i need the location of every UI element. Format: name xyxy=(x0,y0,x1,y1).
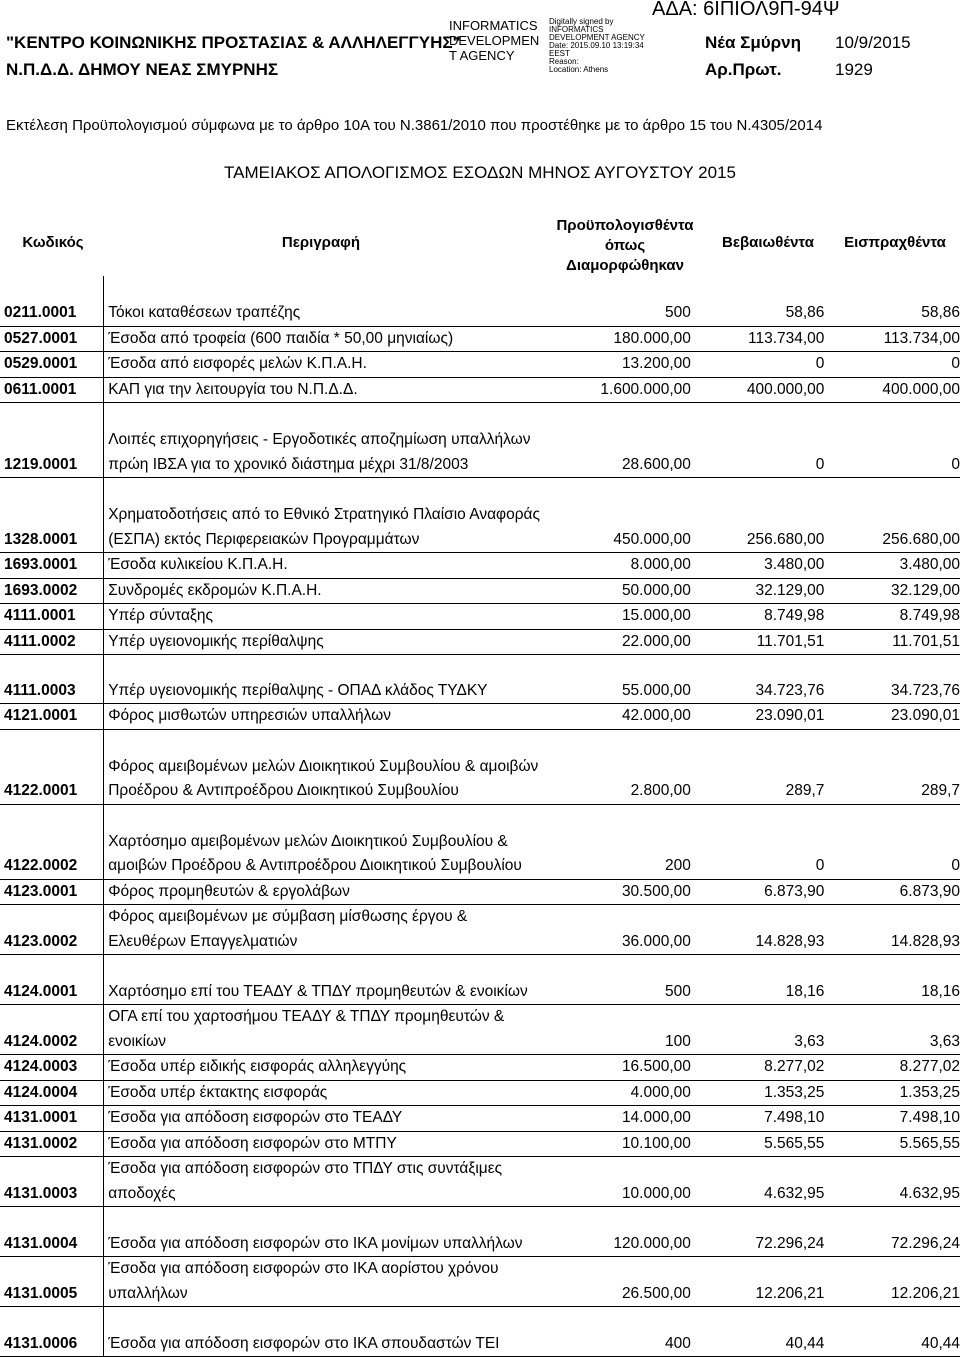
row-certified: 3,63 xyxy=(691,1005,825,1055)
signature-signer: INFORMATICS DEVELOPMEN T AGENCY xyxy=(449,18,540,63)
row-code: 4131.0004 xyxy=(0,1207,104,1257)
table-row xyxy=(0,1005,960,1055)
row-code: 0611.0001 xyxy=(0,377,104,403)
table-row xyxy=(0,655,960,704)
row-collected: 3,63 xyxy=(824,1005,960,1055)
row-description: Χαρτόσημο επί του ΤΕΑΔΥ & ΤΠΔΥ προμηθευτών & ενοικίων xyxy=(104,955,544,1005)
row-budget: 30.500,00 xyxy=(543,879,691,905)
protocol-label: Αρ.Πρωτ. xyxy=(705,60,782,79)
row-description: Έσοδα υπέρ ειδικής εισφοράς αλληλεγγύης xyxy=(104,1055,544,1081)
row-collected: 8.749,98 xyxy=(824,604,960,630)
row-certified: 0 xyxy=(691,403,825,478)
row-code: 1693.0002 xyxy=(0,578,104,604)
row-code: 4131.0006 xyxy=(0,1307,104,1357)
row-description: Έσοδα από εισφορές μελών Κ.Π.Α.Η. xyxy=(104,352,544,378)
row-certified: 4.632,95 xyxy=(691,1157,825,1207)
row-certified: 40,44 xyxy=(691,1307,825,1357)
table-row xyxy=(0,1080,960,1106)
document-date: 10/9/2015 xyxy=(835,33,911,52)
row-certified: 34.723,76 xyxy=(691,655,825,704)
row-certified: 113.734,00 xyxy=(691,326,825,352)
row-code: 4131.0002 xyxy=(0,1131,104,1157)
row-budget: 10.100,00 xyxy=(543,1131,691,1157)
row-collected: 5.565,55 xyxy=(824,1131,960,1157)
organization-subtitle: Ν.Π.Δ.Δ. ΔΗΜΟΥ ΝΕΑΣ ΣΜΥΡΝΗΣ xyxy=(6,60,279,79)
table-row xyxy=(0,729,960,804)
row-budget: 4.000,00 xyxy=(543,1080,691,1106)
table-row xyxy=(0,377,960,403)
row-description: Λοιπές επιχορηγήσεις - Εργοδοτικές αποζημίωση υπαλλήλων πρώη ΙΒΣΑ για το χρονικό διάστημα μέχρι 31/8/2003 xyxy=(104,403,544,478)
row-collected: 3.480,00 xyxy=(824,553,960,579)
protocol-number: 1929 xyxy=(835,60,873,79)
row-code: 4124.0003 xyxy=(0,1055,104,1081)
row-certified: 23.090,01 xyxy=(691,704,825,730)
law-reference: Εκτέλεση Προϋπολογισμού σύμφωνα με το άρθρο 10Α του Ν.3861/2010 που προστέθηκε με το άρθρο 15 του Ν.4305/2014 xyxy=(6,117,823,134)
row-description: ΟΓΑ επί του χαρτοσήμου ΤΕΑΔΥ & ΤΠΔΥ προμηθευτών & ενοικίων xyxy=(104,1005,544,1055)
row-description: Φόρος αμειβομένων με σύμβαση μίσθωσης έργου & Ελευθέρων Επαγγελματιών xyxy=(104,905,544,955)
row-description: Τόκοι καταθέσεων τραπέζης xyxy=(104,276,544,326)
row-description: Υπέρ υγειονομικής περίθαλψης - ΟΠΑΔ κλάδος ΤΥΔΚΥ xyxy=(104,655,544,704)
row-collected: 58,86 xyxy=(824,276,960,326)
row-collected: 18,16 xyxy=(824,955,960,1005)
row-collected: 0 xyxy=(824,403,960,478)
row-certified: 1.353,25 xyxy=(691,1080,825,1106)
row-description: Έσοδα υπέρ έκτακτης εισφοράς xyxy=(104,1080,544,1106)
row-budget: 26.500,00 xyxy=(543,1257,691,1307)
row-description: Χρηματοδοτήσεις από το Εθνικό Στρατηγικό Πλαίσιο Αναφοράς (ΕΣΠΑ) εκτός Περιφερειακών Προγραμμάτων xyxy=(104,478,544,553)
row-certified: 58,86 xyxy=(691,276,825,326)
row-code: 4131.0005 xyxy=(0,1257,104,1307)
row-description: Έσοδα για απόδοση εισφορών στο ΤΠΔΥ στις συντάξιμες αποδοχές xyxy=(104,1157,544,1207)
row-budget: 50.000,00 xyxy=(543,578,691,604)
table-row xyxy=(0,352,960,378)
row-collected: 400.000,00 xyxy=(824,377,960,403)
row-code: 4121.0001 xyxy=(0,704,104,730)
row-code: 4122.0001 xyxy=(0,729,104,804)
revenue-table xyxy=(0,276,960,1357)
report-title: ΤΑΜΕΙΑΚΟΣ ΑΠΟΛΟΓΙΣΜΟΣ ΕΣΟΔΩΝ ΜΗΝΟΣ ΑΥΓΟΥΣΤΟΥ 2015 xyxy=(224,163,736,182)
row-budget: 28.600,00 xyxy=(543,403,691,478)
row-certified: 0 xyxy=(691,352,825,378)
row-budget: 55.000,00 xyxy=(543,655,691,704)
row-certified: 7.498,10 xyxy=(691,1106,825,1132)
row-certified: 32.129,00 xyxy=(691,578,825,604)
table-row xyxy=(0,905,960,955)
row-budget: 100 xyxy=(543,1005,691,1055)
row-certified: 8.277,02 xyxy=(691,1055,825,1081)
column-header-certified: Βεβαιωθέντα xyxy=(722,234,814,251)
row-budget: 16.500,00 xyxy=(543,1055,691,1081)
table-row xyxy=(0,704,960,730)
table-row xyxy=(0,1257,960,1307)
row-code: 1219.0001 xyxy=(0,403,104,478)
row-description: Φόρος μισθωτών υπηρεσιών υπαλλήλων xyxy=(104,704,544,730)
row-budget: 500 xyxy=(543,955,691,1005)
row-description: ΚΑΠ για την λειτουργία του Ν.Π.Δ.Δ. xyxy=(104,377,544,403)
row-code: 1328.0001 xyxy=(0,478,104,553)
table-row xyxy=(0,478,960,553)
row-certified: 289,7 xyxy=(691,729,825,804)
table-row xyxy=(0,1131,960,1157)
row-code: 4122.0002 xyxy=(0,804,104,879)
city: Νέα Σμύρνη xyxy=(705,33,801,52)
row-code: 4111.0001 xyxy=(0,604,104,630)
row-budget: 42.000,00 xyxy=(543,704,691,730)
row-code: 1693.0001 xyxy=(0,553,104,579)
row-certified: 8.749,98 xyxy=(691,604,825,630)
column-header-description: Περιγραφή xyxy=(281,234,361,251)
table-row xyxy=(0,604,960,630)
row-budget: 400 xyxy=(543,1307,691,1357)
column-header-code: Κωδικός xyxy=(22,234,84,251)
row-collected: 0 xyxy=(824,804,960,879)
row-collected: 14.828,93 xyxy=(824,905,960,955)
table-row xyxy=(0,1307,960,1357)
table-row xyxy=(0,1106,960,1132)
row-code: 4131.0003 xyxy=(0,1157,104,1207)
row-budget: 200 xyxy=(543,804,691,879)
row-budget: 2.800,00 xyxy=(543,729,691,804)
row-certified: 6.873,90 xyxy=(691,879,825,905)
row-code: 4123.0001 xyxy=(0,879,104,905)
table-row xyxy=(0,629,960,655)
row-budget: 120.000,00 xyxy=(543,1207,691,1257)
row-certified: 256.680,00 xyxy=(691,478,825,553)
row-description: Χαρτόσημο αμειβομένων μελών Διοικητικού Συμβουλίου & αμοιβών Προέδρου & Αντιπροέδρου Διοικητικού Συμβουλίου xyxy=(104,804,544,879)
organization-name: "ΚΕΝΤΡΟ ΚΟΙΝΩΝΙΚΗΣ ΠΡΟΣΤΑΣΙΑΣ & ΑΛΛΗΛΕΓΓΥΗΣ" xyxy=(6,33,461,52)
table-row xyxy=(0,403,960,478)
row-code: 4131.0001 xyxy=(0,1106,104,1132)
row-code: 4124.0002 xyxy=(0,1005,104,1055)
table-row xyxy=(0,553,960,579)
row-budget: 22.000,00 xyxy=(543,629,691,655)
row-collected: 256.680,00 xyxy=(824,478,960,553)
row-description: Υπέρ υγειονομικής περίθαλψης xyxy=(104,629,544,655)
row-budget: 8.000,00 xyxy=(543,553,691,579)
row-certified: 5.565,55 xyxy=(691,1131,825,1157)
row-code: 4111.0003 xyxy=(0,655,104,704)
row-budget: 15.000,00 xyxy=(543,604,691,630)
row-certified: 72.296,24 xyxy=(691,1207,825,1257)
table-row xyxy=(0,1055,960,1081)
row-code: 4124.0004 xyxy=(0,1080,104,1106)
column-header-budget: Προϋπολογισθέντα όπως Διαμορφώθηκαν xyxy=(556,217,694,274)
row-collected: 4.632,95 xyxy=(824,1157,960,1207)
row-description: Έσοδα για απόδοση εισφορών στο ΜΤΠΥ xyxy=(104,1131,544,1157)
row-certified: 12.206,21 xyxy=(691,1257,825,1307)
row-code: 4123.0002 xyxy=(0,905,104,955)
ada-code: ΑΔΑ: 6ΙΠΙΟΛ9Π-94Ψ xyxy=(652,0,840,20)
table-row xyxy=(0,955,960,1005)
row-collected: 11.701,51 xyxy=(824,629,960,655)
row-collected: 40,44 xyxy=(824,1307,960,1357)
row-certified: 14.828,93 xyxy=(691,905,825,955)
row-collected: 32.129,00 xyxy=(824,578,960,604)
table-row xyxy=(0,578,960,604)
row-description: Έσοδα από τροφεία (600 παιδία * 50,00 μηνιαίως) xyxy=(104,326,544,352)
column-header-collected: Εισπραχθέντα xyxy=(844,234,946,251)
row-description: Συνδρομές εκδρομών Κ.Π.Α.Η. xyxy=(104,578,544,604)
row-budget: 36.000,00 xyxy=(543,905,691,955)
table-row xyxy=(0,804,960,879)
row-description: Έσοδα για απόδοση εισφορών στο ΙΚΑ αορίστου χρόνου υπαλλήλων xyxy=(104,1257,544,1307)
row-budget: 10.000,00 xyxy=(543,1157,691,1207)
row-collected: 23.090,01 xyxy=(824,704,960,730)
row-certified: 400.000,00 xyxy=(691,377,825,403)
row-collected: 12.206,21 xyxy=(824,1257,960,1307)
row-collected: 72.296,24 xyxy=(824,1207,960,1257)
row-description: Υπέρ σύνταξης xyxy=(104,604,544,630)
row-budget: 180.000,00 xyxy=(543,326,691,352)
row-collected: 1.353,25 xyxy=(824,1080,960,1106)
row-description: Φόρος προμηθευτών & εργολάβων xyxy=(104,879,544,905)
row-description: Έσοδα για απόδοση εισφορών στο ΤΕΑΔΥ xyxy=(104,1106,544,1132)
row-collected: 6.873,90 xyxy=(824,879,960,905)
row-certified: 0 xyxy=(691,804,825,879)
row-code: 4124.0001 xyxy=(0,955,104,1005)
row-collected: 7.498,10 xyxy=(824,1106,960,1132)
table-row xyxy=(0,276,960,326)
row-code: 0529.0001 xyxy=(0,352,104,378)
table-row xyxy=(0,879,960,905)
row-collected: 289,7 xyxy=(824,729,960,804)
table-row xyxy=(0,326,960,352)
row-description: Έσοδα για απόδοση εισφορών στο ΙΚΑ μονίμων υπαλλήλων xyxy=(104,1207,544,1257)
row-description: Φόρος αμειβομένων μελών Διοικητικού Συμβουλίου & αμοιβών Προέδρου & Αντιπροέδρου Διοικητικού Συμβουλίου xyxy=(104,729,544,804)
table-row xyxy=(0,1157,960,1207)
signature-details: Digitally signed by INFORMATICS DEVELOPMENT AGENCY Date: 2015.09.10 13:19:34 EEST Reason: Location: Athens xyxy=(549,17,645,74)
row-budget: 13.200,00 xyxy=(543,352,691,378)
row-budget: 1.600.000,00 xyxy=(543,377,691,403)
row-certified: 18,16 xyxy=(691,955,825,1005)
row-budget: 500 xyxy=(543,276,691,326)
row-collected: 34.723,76 xyxy=(824,655,960,704)
row-certified: 11.701,51 xyxy=(691,629,825,655)
table-row xyxy=(0,1207,960,1257)
row-budget: 450.000,00 xyxy=(543,478,691,553)
row-code: 4111.0002 xyxy=(0,629,104,655)
row-description: Έσοδα κυλικείου Κ.Π.Α.Η. xyxy=(104,553,544,579)
row-code: 0211.0001 xyxy=(0,276,104,326)
row-description: Έσοδα για απόδοση εισφορών στο ΙΚΑ σπουδαστών ΤΕΙ xyxy=(104,1307,544,1357)
row-code: 0527.0001 xyxy=(0,326,104,352)
row-collected: 8.277,02 xyxy=(824,1055,960,1081)
row-collected: 0 xyxy=(824,352,960,378)
row-certified: 3.480,00 xyxy=(691,553,825,579)
row-collected: 113.734,00 xyxy=(824,326,960,352)
row-budget: 14.000,00 xyxy=(543,1106,691,1132)
